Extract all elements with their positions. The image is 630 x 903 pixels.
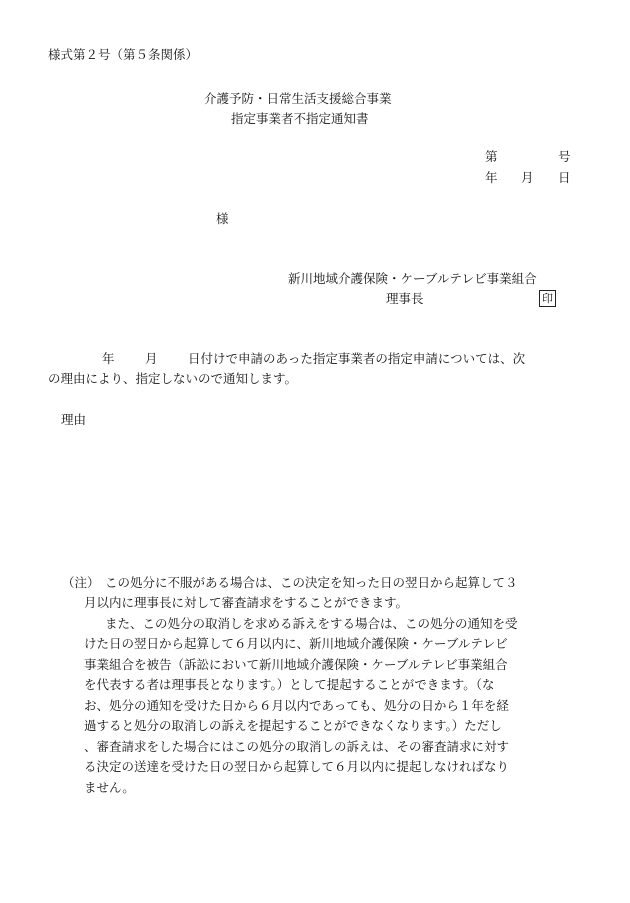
note-line-3: また、この処分の取消しを求める訴えをする場合は、この処分の通知を受 [105,616,518,631]
seal-mark: 印 [539,290,556,307]
date-month-label: 月 [521,170,534,185]
issuer-title: 理事長 [386,291,424,306]
note-line-6: を代表する者は理事長となります。）として提起することができます。（な [84,677,495,692]
form-number: 様式第２号（第５条関係） [48,47,199,62]
date-day-label: 日 [558,170,571,185]
issuer-organization: 新川地域介護保険・ケーブルテレビ事業組合 [288,271,537,286]
date-year-label: 年 [485,170,498,185]
addressee-honorific: 様 [216,211,229,226]
note-label: （注） [62,575,100,590]
reason-label: 理由 [61,412,87,427]
note-line-8: 過すると処分の取消しの訴えを提起することができなくなります。）ただし [84,718,502,733]
document-number-suffix: 号 [558,149,571,164]
note-line-10: る決定の送達を受けた日の翌日から起算して６月以内に提起しなければなり [84,759,510,774]
note-line-2: 月以内に理事長に対して審査請求をすることができます。 [84,595,409,610]
body-year-label: 年 [102,351,115,366]
note-line-5: 事業組合を被告（訴訟において新川地域介護保険・ケーブルテレビ事業組合 [84,657,508,672]
note-line-1: この処分に不服がある場合は、この決定を知った日の翌日から起算して３ [105,575,518,590]
body-text-line-1-rest: 日付けで申請のあった指定事業者の指定申請については、次 [188,351,526,366]
note-line-11: ません。 [84,780,135,795]
document-number-prefix: 第 [485,149,498,164]
document-title-line-2: 指定事業者不指定通知書 [231,111,369,126]
note-line-4: けた日の翌日から起算して６月以内に、新川地域介護保険・ケーブルテレビ [84,636,508,651]
body-text-line-2: の理由により、指定しないので通知します。 [48,371,298,386]
document-title-line-1: 介護予防・日常生活支援総合事業 [204,91,392,106]
note-line-9: 、審査請求をした場合にはこの処分の取消しの訴えは、その審査請求に対す [84,739,510,754]
body-month-label: 月 [145,351,158,366]
note-line-7: お、処分の通知を受けた日から６月以内であっても、処分の日から１年を経 [84,698,509,713]
